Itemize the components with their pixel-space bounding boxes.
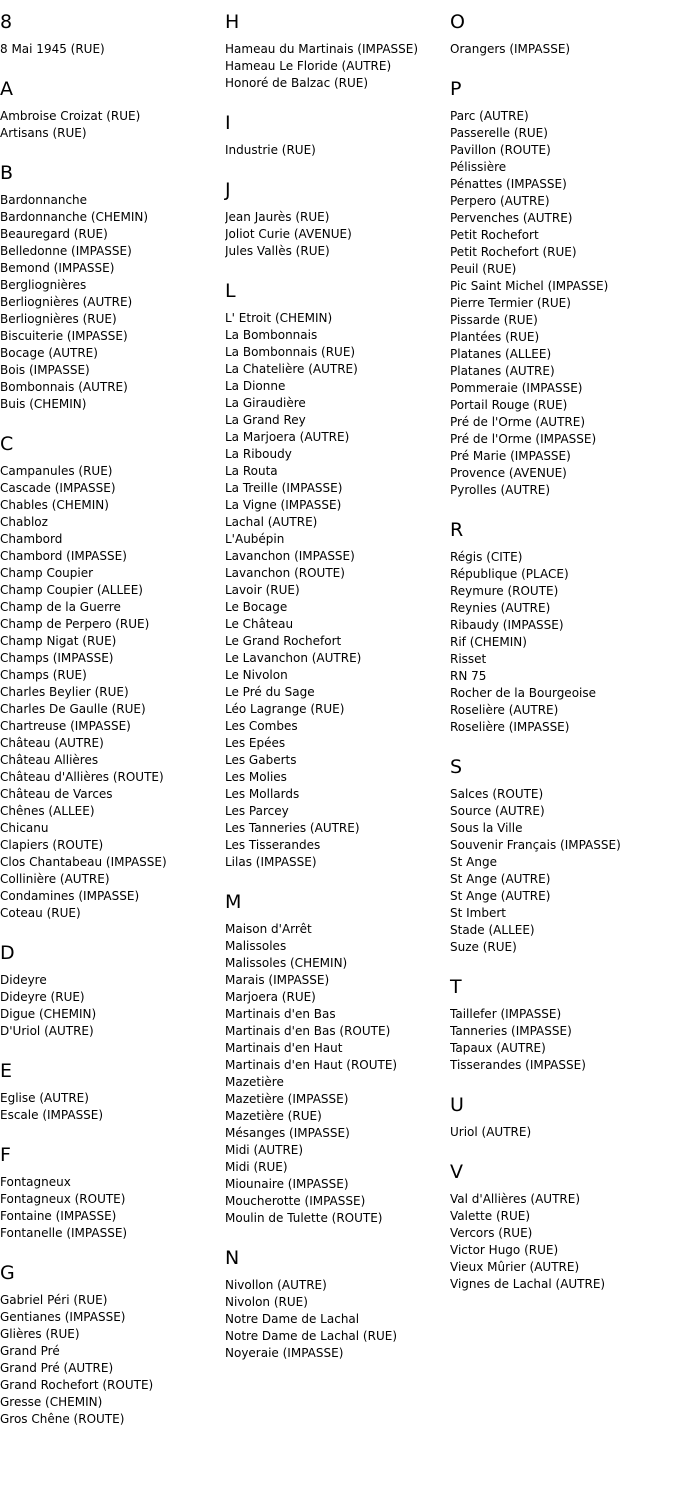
street-name: Les Mollards: [225, 787, 300, 801]
letter-section: [0, 77, 224, 161]
street-name: Pommeraie (IMPASSE): [450, 381, 583, 395]
street-name: Orangers (IMPASSE): [450, 42, 571, 56]
street-name: Pélissière: [450, 160, 507, 174]
street-name: Lavanchon (IMPASSE): [225, 549, 355, 563]
street-name: Gros Chêne (ROUTE): [0, 1412, 125, 1426]
section-letter-heading: R: [450, 519, 464, 541]
street-name: Château d'Allières (ROUTE): [0, 770, 164, 784]
street-name: Peuil (RUE): [450, 262, 517, 276]
street-name: Bardonnanche (CHEMIN): [0, 210, 149, 224]
street-name: Stade (ALLEE): [450, 923, 535, 937]
street-name: La Bombonnais: [225, 328, 318, 342]
street-name: Source (AUTRE): [450, 804, 545, 818]
letter-section: [225, 279, 449, 890]
street-list: [0, 972, 224, 1040]
street-name: St Ange (AUTRE): [450, 872, 551, 886]
street-name: Vercors (RUE): [450, 1226, 533, 1240]
section-letter-heading: T: [450, 976, 462, 998]
street-name: Rif (CHEMIN): [450, 635, 527, 649]
section-letter-heading: L: [225, 280, 236, 302]
street-name: Passerelle (RUE): [450, 126, 548, 140]
street-name: Clos Chantabeau (IMPASSE): [0, 855, 167, 869]
street-name: D'Uriol (AUTRE): [0, 1024, 94, 1038]
street-name: Chambord: [0, 532, 63, 546]
street-name: Midi (RUE): [225, 1160, 288, 1174]
street-name: Cascade (IMPASSE): [0, 481, 116, 495]
street-name: Taillefer (IMPASSE): [450, 1007, 562, 1021]
street-name: La Routa: [225, 464, 278, 478]
section-letter-heading: I: [225, 112, 231, 134]
street-index-column-1: [0, 10, 224, 1447]
street-name: Le Pré du Sage: [225, 685, 315, 699]
street-name: Champ Coupier (ALLEE): [0, 583, 143, 597]
section-letter-heading: N: [225, 1247, 240, 1269]
street-name: Pré Marie (IMPASSE): [450, 449, 571, 463]
street-name: Les Gaberts: [225, 753, 297, 767]
street-name: Bemond (IMPASSE): [0, 261, 115, 275]
street-name: Bois (IMPASSE): [0, 363, 90, 377]
street-name: La Bombonnais (RUE): [225, 345, 356, 359]
street-name: St Ange (AUTRE): [450, 889, 551, 903]
street-name: Digue (CHEMIN): [0, 1007, 97, 1021]
street-name: Sous la Ville: [450, 821, 523, 835]
street-list: [0, 1174, 224, 1242]
street-name: Vignes de Lachal (AUTRE): [450, 1277, 606, 1291]
section-letter-heading: E: [0, 1060, 13, 1082]
street-name: Fontaine (IMPASSE): [0, 1209, 117, 1223]
street-name: Campanules (RUE): [0, 464, 113, 478]
street-name: Marjoera (RUE): [225, 990, 316, 1004]
street-name: Grand Pré: [0, 1344, 60, 1358]
street-name: Jules Vallès (RUE): [225, 244, 330, 258]
letter-section: [0, 1143, 224, 1261]
street-name: Artisans (RUE): [0, 126, 87, 140]
street-name: Le Château: [225, 617, 294, 631]
street-list: [450, 786, 674, 956]
street-name: Parc (AUTRE): [450, 109, 529, 123]
section-letter-heading: O: [450, 11, 465, 33]
street-list: [0, 1292, 224, 1428]
street-name: Gabriel Péri (RUE): [0, 1293, 108, 1307]
street-name: Noyeraie (IMPASSE): [225, 1346, 344, 1360]
street-name: Chicanu: [0, 821, 49, 835]
street-name: Martinais d'en Bas: [225, 1007, 336, 1021]
section-letter-heading: V: [450, 1161, 463, 1183]
street-name: Biscuiterie (IMPASSE): [0, 329, 128, 343]
letter-section: [450, 77, 674, 518]
street-name: Moulin de Tulette (ROUTE): [225, 1211, 383, 1225]
street-name: Pierre Termier (RUE): [450, 296, 571, 310]
street-name: Berliognières (RUE): [0, 312, 117, 326]
street-name: Pavillon (ROUTE): [450, 143, 551, 157]
street-name: Berliognières (AUTRE): [0, 295, 133, 309]
street-name: Condamines (IMPASSE): [0, 889, 140, 903]
street-name: Bergliognières: [0, 278, 87, 292]
street-name: Pervenches (AUTRE): [450, 211, 573, 225]
street-name: Martinais d'en Haut (ROUTE): [225, 1058, 398, 1072]
street-list: [225, 310, 449, 871]
street-name: Lavanchon (ROUTE): [225, 566, 345, 580]
street-name: Gentianes (IMPASSE): [0, 1310, 126, 1324]
street-name: RN 75: [450, 669, 487, 683]
street-name: Jean Jaurès (RUE): [225, 210, 330, 224]
street-name: Les Epées: [225, 736, 286, 750]
street-name: Chabloz: [0, 515, 48, 529]
street-list: [450, 1191, 674, 1293]
street-name: Joliot Curie (AVENUE): [225, 227, 352, 241]
street-name: République (PLACE): [450, 567, 569, 581]
street-name: Maison d'Arrêt: [225, 922, 312, 936]
street-name: Buis (CHEMIN): [0, 397, 87, 411]
section-letter-heading: B: [0, 162, 14, 184]
street-name: Pré de l'Orme (IMPASSE): [450, 432, 597, 446]
street-name: Hameau du Martinais (IMPASSE): [225, 42, 419, 56]
street-name: Tapaux (AUTRE): [450, 1041, 546, 1055]
street-list: [0, 108, 224, 142]
street-name: La Marjoera (AUTRE): [225, 430, 350, 444]
street-name: Les Parcey: [225, 804, 289, 818]
street-name: Mazetière (RUE): [225, 1109, 322, 1123]
street-name: Souvenir Français (IMPASSE): [450, 838, 621, 852]
street-name: Gresse (CHEMIN): [0, 1395, 103, 1409]
street-name: Charles Beylier (RUE): [0, 685, 129, 699]
street-name: Les Molies: [225, 770, 287, 784]
street-name: Petit Rochefort: [450, 228, 539, 242]
street-name: La Treille (IMPASSE): [225, 481, 343, 495]
street-name: Malissoles (CHEMIN): [225, 956, 348, 970]
street-name: Victor Hugo (RUE): [450, 1243, 559, 1257]
street-name: Rocher de la Bourgeoise: [450, 686, 597, 700]
street-name: Chênes (ALLEE): [0, 804, 95, 818]
letter-section: [0, 1261, 224, 1447]
street-name: Champ Nigat (RUE): [0, 634, 117, 648]
street-name: Ribaudy (IMPASSE): [450, 618, 564, 632]
street-name: Dideyre: [0, 973, 47, 987]
letter-section: [450, 1160, 674, 1312]
street-name: Régis (CITE): [450, 550, 523, 564]
street-name: Uriol (AUTRE): [450, 1125, 532, 1139]
street-name: Fontagneux: [0, 1175, 71, 1189]
street-name: La Grand Rey: [225, 413, 306, 427]
street-name: Malissoles: [225, 939, 287, 953]
street-name: Marais (IMPASSE): [225, 973, 330, 987]
street-name: La Dionne: [225, 379, 286, 393]
street-name: Notre Dame de Lachal (RUE): [225, 1329, 397, 1343]
street-name: Val d'Allières (AUTRE): [450, 1192, 581, 1206]
street-name: Les Tanneries (AUTRE): [225, 821, 360, 835]
street-list: [225, 209, 449, 260]
street-name: Nivolon (RUE): [225, 1295, 308, 1309]
street-name: Plantées (RUE): [450, 330, 540, 344]
street-name: Mazetière (IMPASSE): [225, 1092, 349, 1106]
street-name: Grand Pré (AUTRE): [0, 1361, 114, 1375]
street-list: [225, 1277, 449, 1362]
street-name: Charles De Gaulle (RUE): [0, 702, 146, 716]
letter-section: [0, 10, 224, 77]
letter-section: [0, 432, 224, 941]
street-name: Collinière (AUTRE): [0, 872, 110, 886]
street-name: La Vigne (IMPASSE): [225, 498, 342, 512]
street-name: Platanes (ALLEE): [450, 347, 552, 361]
street-index-column-2: [225, 10, 449, 1381]
street-name: Champs (RUE): [0, 668, 87, 682]
street-name: Eglise (AUTRE): [0, 1091, 89, 1105]
street-name: Miounaire (IMPASSE): [225, 1177, 349, 1191]
street-name: Valette (RUE): [450, 1209, 531, 1223]
street-name: Clapiers (ROUTE): [0, 838, 104, 852]
street-name: Dideyre (RUE): [0, 990, 85, 1004]
section-letter-heading: U: [450, 1094, 464, 1116]
street-name: Champs (IMPASSE): [0, 651, 114, 665]
street-name: Risset: [450, 652, 487, 666]
letter-section: [225, 890, 449, 1246]
section-letter-heading: C: [0, 433, 14, 455]
street-name: St Ange: [450, 855, 497, 869]
street-name: Champ Coupier: [0, 566, 94, 580]
letter-section: [450, 755, 674, 975]
letter-section: [450, 10, 674, 77]
street-list: [450, 1124, 674, 1141]
street-name: Roselière (AUTRE): [450, 703, 559, 717]
street-list: [450, 108, 674, 499]
street-name: Château de Varces: [0, 787, 113, 801]
street-name: Martinais d'en Haut: [225, 1041, 343, 1055]
section-letter-heading: M: [225, 891, 242, 913]
street-name: Midi (AUTRE): [225, 1143, 304, 1157]
letter-section: [0, 1059, 224, 1143]
street-name: Chambord (IMPASSE): [0, 549, 127, 563]
street-name: Grand Rochefort (ROUTE): [0, 1378, 154, 1392]
street-name: Nivollon (AUTRE): [225, 1278, 327, 1292]
section-letter-heading: J: [225, 179, 231, 201]
street-name: Lavoir (RUE): [225, 583, 300, 597]
street-name: Suze (RUE): [450, 940, 517, 954]
street-name: Bocage (AUTRE): [0, 346, 98, 360]
street-name: Pénattes (IMPASSE): [450, 177, 567, 191]
section-letter-heading: 8: [0, 11, 13, 33]
street-name: Pyrolles (AUTRE): [450, 483, 551, 497]
street-name: Le Grand Rochefort: [225, 634, 342, 648]
street-name: Mazetière: [225, 1075, 284, 1089]
street-name: Perpero (AUTRE): [450, 194, 550, 208]
street-list: [0, 1090, 224, 1124]
street-name: Champ de la Guerre: [0, 600, 121, 614]
street-name: Pic Saint Michel (IMPASSE): [450, 279, 609, 293]
street-name: Le Lavanchon (AUTRE): [225, 651, 362, 665]
street-name: St Imbert: [450, 906, 507, 920]
street-name: Vieux Mûrier (AUTRE): [450, 1260, 580, 1274]
letter-section: [225, 1246, 449, 1381]
street-list: [0, 192, 224, 413]
street-list: [450, 1006, 674, 1074]
section-letter-heading: F: [0, 1144, 11, 1166]
street-name: Provence (AVENUE): [450, 466, 567, 480]
street-name: Chables (CHEMIN): [0, 498, 109, 512]
letter-section: [450, 518, 674, 755]
street-list: [0, 41, 224, 58]
street-name: L'Aubépin: [225, 532, 285, 546]
street-name: Champ de Perpero (RUE): [0, 617, 150, 631]
letter-section: [225, 178, 449, 279]
street-name: Lachal (AUTRE): [225, 515, 318, 529]
street-name: Le Nivolon: [225, 668, 288, 682]
street-list: [225, 921, 449, 1227]
street-name: Pissarde (RUE): [450, 313, 538, 327]
street-name: Moucherotte (IMPASSE): [225, 1194, 366, 1208]
street-name: Le Bocage: [225, 600, 288, 614]
street-name: La Giraudière: [225, 396, 306, 410]
street-name: La Chatelière (AUTRE): [225, 362, 358, 376]
street-name: Bombonnais (AUTRE): [0, 380, 128, 394]
street-name: Lilas (IMPASSE): [225, 855, 317, 869]
street-list: [0, 463, 224, 922]
street-name: Petit Rochefort (RUE): [450, 245, 577, 259]
street-name: Les Tisserandes: [225, 838, 321, 852]
street-index-column-3: [450, 10, 674, 1312]
section-letter-heading: P: [450, 78, 462, 100]
street-name: L' Etroit (CHEMIN): [225, 311, 333, 325]
section-letter-heading: D: [0, 942, 15, 964]
street-name: Château (AUTRE): [0, 736, 104, 750]
street-name: Portail Rouge (RUE): [450, 398, 568, 412]
street-name: Salces (ROUTE): [450, 787, 544, 801]
section-letter-heading: H: [225, 11, 240, 33]
street-name: Reynies (AUTRE): [450, 601, 551, 615]
street-name: Château Allières: [0, 753, 99, 767]
street-name: Escale (IMPASSE): [0, 1108, 104, 1122]
street-name: Glières (RUE): [0, 1327, 80, 1341]
street-list: [450, 549, 674, 736]
street-name: Beauregard (RUE): [0, 227, 108, 241]
street-list: [450, 41, 674, 58]
street-name: Les Combes: [225, 719, 298, 733]
letter-section: [225, 111, 449, 178]
letter-section: [450, 1093, 674, 1160]
street-name: Tisserandes (IMPASSE): [450, 1058, 586, 1072]
letter-section: [450, 975, 674, 1093]
section-letter-heading: G: [0, 1262, 15, 1284]
street-name: Fontanelle (IMPASSE): [0, 1226, 128, 1240]
street-name: Martinais d'en Bas (ROUTE): [225, 1024, 391, 1038]
letter-section: [0, 941, 224, 1059]
street-name: Hameau Le Floride (AUTRE): [225, 59, 392, 73]
street-name: Honoré de Balzac (RUE): [225, 76, 369, 90]
street-name: Tanneries (IMPASSE): [450, 1024, 572, 1038]
section-letter-heading: A: [0, 78, 13, 100]
street-name: Industrie (RUE): [225, 143, 316, 157]
street-name: Reymure (ROUTE): [450, 584, 559, 598]
street-list: [225, 41, 449, 92]
street-name: Bardonnanche: [0, 193, 88, 207]
street-name: Belledonne (IMPASSE): [0, 244, 132, 258]
street-name: Mésanges (IMPASSE): [225, 1126, 350, 1140]
letter-section: [225, 10, 449, 111]
street-name: 8 Mai 1945 (RUE): [0, 42, 105, 56]
street-name: Chartreuse (IMPASSE): [0, 719, 131, 733]
street-name: Pré de l'Orme (AUTRE): [450, 415, 585, 429]
street-name: Fontagneux (ROUTE): [0, 1192, 126, 1206]
street-list: [225, 142, 449, 159]
street-name: La Riboudy: [225, 447, 292, 461]
street-name: Notre Dame de Lachal: [225, 1312, 360, 1326]
section-letter-heading: S: [450, 756, 463, 778]
street-name: Platanes (AUTRE): [450, 364, 555, 378]
street-name: Roselière (IMPASSE): [450, 720, 570, 734]
street-name: Coteau (RUE): [0, 906, 81, 920]
letter-section: [0, 161, 224, 432]
street-name: Ambroise Croizat (RUE): [0, 109, 141, 123]
street-name: Léo Lagrange (RUE): [225, 702, 345, 716]
